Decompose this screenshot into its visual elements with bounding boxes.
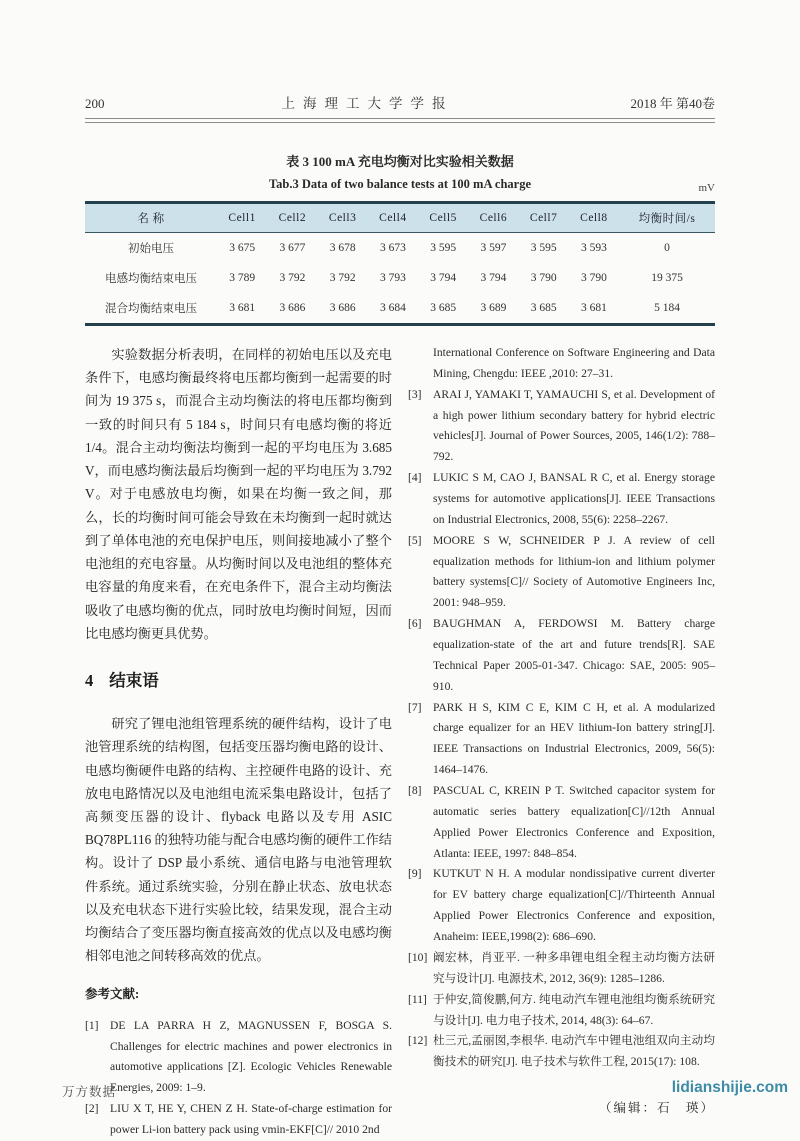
cell-value: 3 685 [530, 302, 557, 314]
cell-value: 3 595 [530, 242, 557, 254]
reference-number: [7] [408, 700, 422, 714]
table-column-header: Cell1 [217, 203, 267, 233]
row-label: 电感均衡结束电压 [105, 273, 197, 285]
references-heading: 参考文献: [85, 986, 140, 1001]
table-column-header: Cell8 [569, 203, 619, 233]
cell-value: 3 685 [430, 302, 457, 314]
cell-value: 3 593 [580, 242, 607, 254]
issue-info: 2018 年 第40卷 [630, 96, 715, 111]
section-heading [85, 666, 392, 695]
section-title: 结束语 [109, 671, 159, 691]
table-caption-en-text: Tab.3 Data of two balance tests at 100 mA charge [268, 177, 532, 191]
reference-text: MOORE S W, SCHNEIDER P J. A review of cell equalization methods for lithium-ion and lithium polymer battery systems[C]// Society of Automotive Engineers Inc, 2001: 948–959. [433, 533, 715, 610]
table-row [85, 263, 715, 293]
reference-number: [6] [408, 617, 422, 631]
cell-value: 3 681 [229, 302, 256, 314]
cell-value: 3 677 [279, 242, 306, 254]
analysis-paragraph: 实验数据分析表明，在同样的初始电压以及充电条件下，电感均衡最终将电压都均衡到一起需要的时间为 19 375 s，而混合主动均衡法的将电压都均衡到一致的时间只有 5 184 s，时间只有电感均衡的将近 1/4。混合主动均衡法均衡到一起的平均电压为 3.685 V，而电感均衡法最后均衡到一起的平均电压为 3.792 V。对于电感放电均衡，如果在均衡一致之间，那么，长的均衡时间可能会导致在未均衡到一起时就达到了单体电池的充电保护电压，则间接地减小了整个电池组的充电容量。从均衡时间以及电池组的整体充电容量的角度来看，在充电条件下，混合主动均衡法吸收了电感均衡的优点，同时放电均衡时间短，因而比电感均衡更具优势。 [85, 347, 392, 641]
reference-text: DE LA PARRA H Z, MAGNUSSEN F, BOSGA S. Challenges for electric machines and power electronics in automotive applications [Z]. Ecologic Vehicles Renewable Energies, 2009: 1–9. [110, 1018, 392, 1095]
two-column-body [85, 343, 715, 1141]
reference-item [85, 1099, 392, 1141]
conclusion-paragraph: 研究了锂电池组管理系统的硬件结构，设计了电池管理系统的结构图，包括变压器均衡电路的设计、电感均衡硬件电路的结构、主控硬件电路的设计、充放电电路情况以及电池组电流采集电路设计，包括了高频变压器的设计、flyback 电路以及专用 ASIC BQ78PL116 的独特功能与配合电感均衡的硬件工作结构。设计了 DSP 最小系统、通信电路与电池管理软件系统。通过系统实验，分别在静止状态、放电状态以及充电状态下进行实验比较，结果发现，混合主动均衡结合了变压器均衡直接高效的优点以及电感均衡相邻电池之间转移高效的优点。 [85, 716, 392, 964]
journal-title: 上海理工大学学报 [281, 96, 454, 111]
reference-number: [12] [408, 1034, 428, 1048]
table-body [85, 233, 715, 325]
data-table [85, 201, 715, 326]
table-column-header: Cell7 [519, 203, 569, 233]
header-double-rule [85, 118, 715, 123]
cell-value: 3 792 [279, 272, 306, 284]
section-number: 4 [85, 671, 94, 691]
references-right-list [408, 385, 715, 1073]
table-column-header: Cell2 [267, 203, 317, 233]
reference-2-continuation: International Conference on Software Engineering and Data Mining, Chengdu: IEEE ,2010: 27–31. [433, 346, 715, 380]
reference-number: [8] [408, 784, 422, 798]
reference-text: BAUGHMAN A, FERDOWSI M. Battery charge equalization-state of the art and future trends[R]. SAE Technical Paper 2005-01-347. Chicago: SAE, 2005: 905–910. [433, 617, 715, 693]
site-watermark: lidianshijie.com [671, 1079, 788, 1096]
table-unit-label: mV [698, 182, 715, 194]
reference-item [408, 531, 715, 614]
table-caption-zh: 表 3 100 mA 充电均衡对比实验相关数据 [286, 154, 514, 169]
cell-value: 3 689 [480, 302, 507, 314]
reference-number: [2] [85, 1102, 99, 1116]
reference-item [408, 468, 715, 531]
reference-item [408, 948, 715, 990]
table-caption-en [85, 177, 715, 192]
cell-value: 3 673 [379, 242, 406, 254]
cell-value: 3 794 [480, 272, 507, 284]
reference-text: KUTKUT N H. A modular nondissipative current diverter for EV battery charge equalization[C]//Thirteenth Annual Applied Power Electronics Conference and exposition, Anaheim: IEEE,1998(2): 686–690. [433, 867, 715, 944]
cell-value: 3 789 [229, 272, 256, 284]
reference-item [408, 990, 715, 1032]
cell-value: 3 595 [430, 242, 457, 254]
reference-text: 杜三元,孟丽囡,李根华. 电动汽车中锂电池组双向主动均衡技术的研究[J]. 电子技术与软件工程, 2015(17): 108. [433, 1034, 715, 1069]
reference-text: ARAI J, YAMAKI T, YAMAUCHI S, et al. Development of a high power lithium secondary battery for hybrid electric vehicles[J]. Journal of Power Sources, 2005, 146(1/2): 788–792. [433, 387, 715, 464]
reference-number: [11] [408, 992, 427, 1006]
reference-text: PASCUAL C, KREIN P T. Switched capacitor system for automatic series battery equalization[C]//12th Annual Applied Power Electronics Conference and Exposition, Atlanta: IEEE, 1997: 848–854. [433, 784, 715, 860]
cell-value: 3 794 [430, 272, 457, 284]
reference-item [408, 864, 715, 947]
reference-text: PARK H S, KIM C E, KIM C H, et al. A modularized charge equalizer for an HEV lithium-Ion battery string[J]. IEEE Transactions on Industrial Electronics, 2009, 56(5): 1464–1476. [433, 700, 715, 777]
cell-value: 3 686 [329, 302, 356, 314]
editor-note: （编辑：石 瑛） [598, 1101, 715, 1116]
right-column [408, 343, 715, 1141]
references-left-list [85, 1016, 392, 1141]
reference-item [408, 781, 715, 864]
reference-text: LIU X T, HE Y, CHEN Z H. State-of-charge estimation for power Li-ion battery pack using vmin-EKF[C]// 2010 2nd [110, 1102, 392, 1136]
reference-number: [9] [408, 867, 422, 881]
reference-item [408, 385, 715, 468]
table-column-header: Cell3 [318, 203, 368, 233]
cell-value: 3 675 [229, 242, 256, 254]
cell-value: 3 597 [480, 242, 507, 254]
cell-value: 5 184 [654, 302, 680, 314]
left-column [85, 343, 392, 1141]
cell-value: 3 790 [580, 272, 607, 284]
table-column-header: 名 称 [85, 203, 217, 233]
cell-value: 3 686 [279, 302, 306, 314]
running-head [85, 92, 715, 112]
reference-number: [5] [408, 533, 422, 547]
reference-item [85, 1016, 392, 1099]
cell-value: 3 792 [329, 272, 356, 284]
table-header-row [85, 203, 715, 233]
table-column-header: 均衡时间/s [619, 203, 715, 233]
table-row [85, 293, 715, 325]
reference-item [408, 614, 715, 697]
row-label: 混合均衡结束电压 [105, 303, 197, 315]
page-content [85, 92, 715, 1141]
reference-number: [4] [408, 471, 422, 485]
cell-value: 19 375 [651, 272, 683, 284]
table-column-header: Cell4 [368, 203, 418, 233]
row-label: 初始电压 [128, 243, 174, 255]
cell-value: 3 684 [379, 302, 406, 314]
cell-value: 3 678 [329, 242, 356, 254]
reference-number: [3] [408, 387, 422, 401]
reference-item [408, 1031, 715, 1073]
table-column-header: Cell5 [418, 203, 468, 233]
reference-text: LUKIC S M, CAO J, BANSAL R C, et al. Energy storage systems for automotive applications[J]. IEEE Transactions on Industrial Electronics, 2008, 55(6): 2258–2267. [433, 471, 715, 526]
reference-item [408, 698, 715, 781]
reference-number: [10] [408, 950, 428, 964]
table-column-header: Cell6 [468, 203, 518, 233]
cell-value: 3 790 [530, 272, 557, 284]
reference-text: 阚宏林，肖亚平. 一种多串锂电组全程主动均衡方法研究与设计[J]. 电源技术, 2012, 36(9): 1285–1286. [433, 950, 715, 985]
reference-text: 于仲安,简俊鹏,何方. 纯电动汽车锂电池组均衡系统研究与设计[J]. 电力电子技术, 2014, 48(3): 64–67. [433, 992, 715, 1027]
cell-value: 0 [664, 242, 670, 254]
cell-value: 3 793 [379, 272, 406, 284]
page-number: 200 [85, 96, 105, 111]
reference-number: [1] [85, 1018, 99, 1032]
wanfang-watermark: 万方数据 [62, 1085, 117, 1099]
table-row [85, 233, 715, 264]
cell-value: 3 681 [580, 302, 607, 314]
